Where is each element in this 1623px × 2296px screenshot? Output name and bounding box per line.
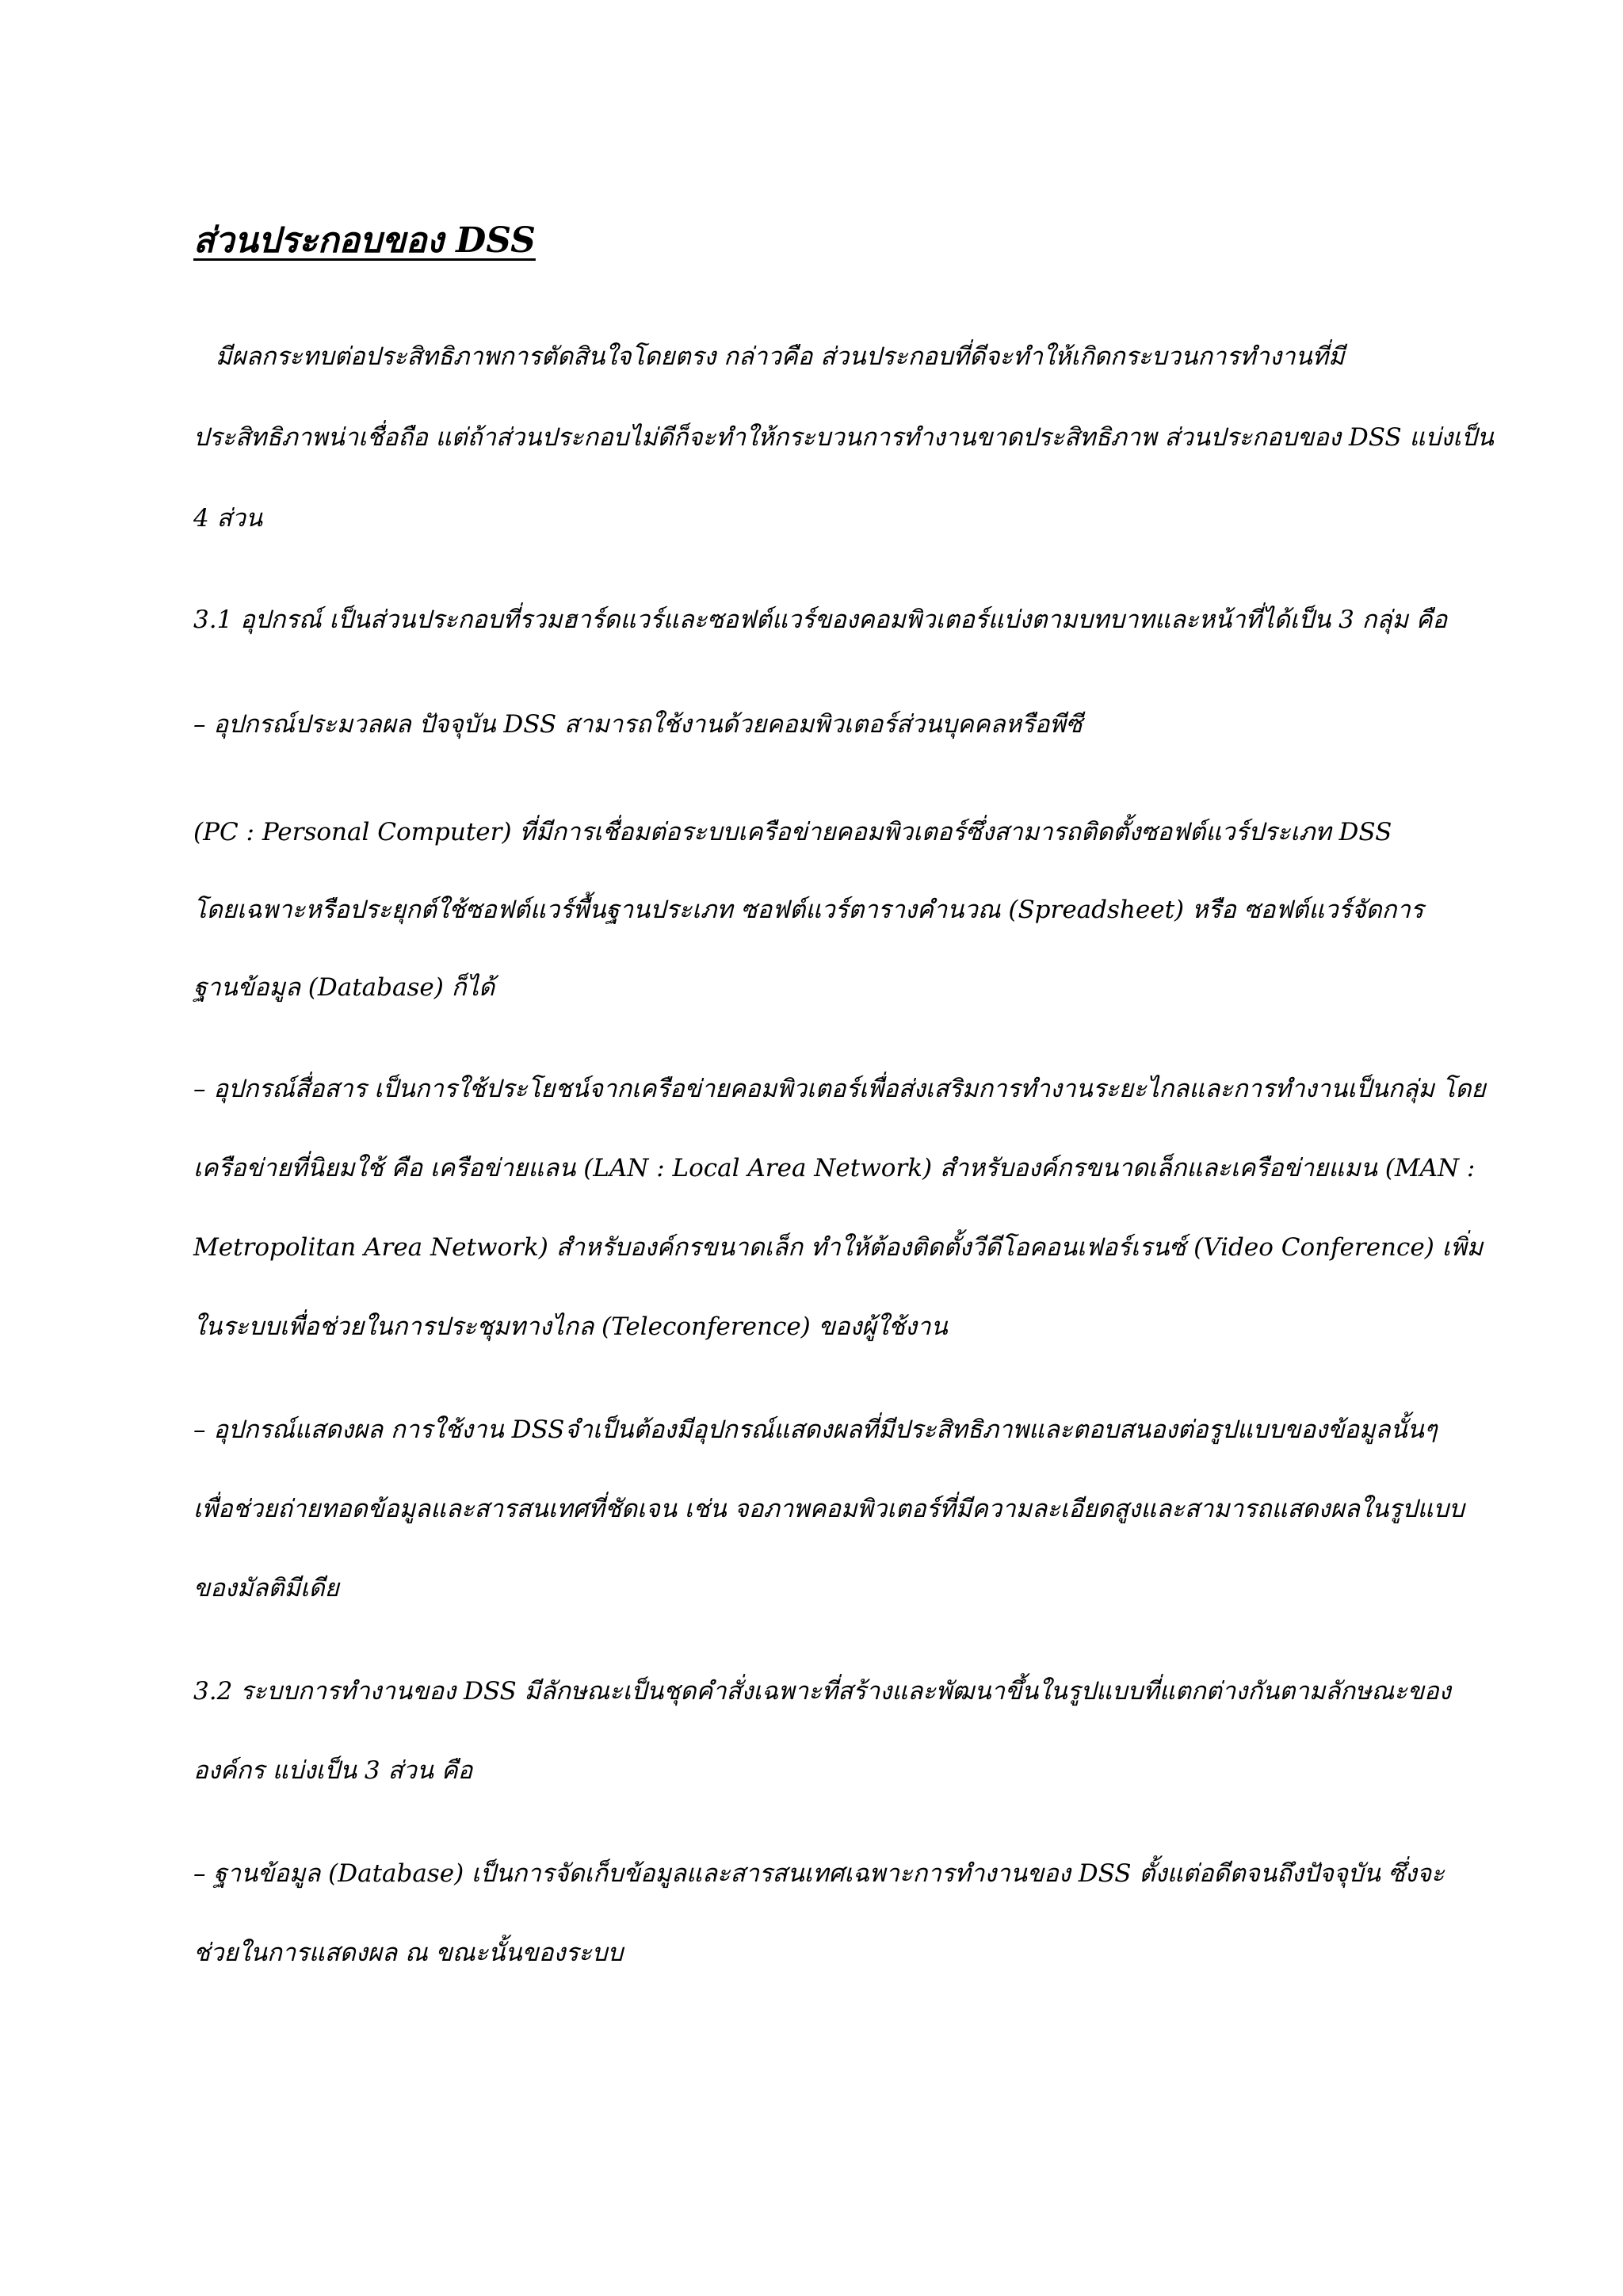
paragraph-line: ช่วยในการแสดงผล ณ ขณะนั้นของระบบ bbox=[193, 1939, 624, 1967]
paragraph-line: 3.1 อุปกรณ์ เป็นส่วนประกอบที่รวมฮาร์ดแวร์และซอฟต์แวร์ของคอมพิวเตอร์แบ่งตามบทบาทและหน้าที่ได้เป็น 3 กลุ่ม คือ bbox=[193, 606, 1448, 634]
paragraph-line: องค์กร แบ่งเป็น 3 ส่วน คือ bbox=[193, 1756, 473, 1785]
paragraph-line: ฐานข้อมูล (Database) ก็ได้ bbox=[193, 973, 495, 1002]
paragraph-line: ประสิทธิภาพน่าเชื่อถือ แต่ถ้าส่วนประกอบไม่ดีก็จะทำให้กระบวนการทำงานขาดประสิทธิภาพ ส่วนประกอบของ DSS แบ่งเป็น bbox=[193, 423, 1494, 452]
paragraph-line: เพื่อช่วยถ่ายทอดข้อมูลและสารสนเทศที่ชัดเจน เช่น จอภาพคอมพิวเตอร์ที่มีความละเอียดสูงและสามารถแสดงผลในรูปแบบ bbox=[193, 1495, 1465, 1523]
paragraph-line: มีผลกระทบต่อประสิทธิภาพการตัดสินใจโดยตรง กล่าวคือ ส่วนประกอบที่ดีจะทำให้เกิดกระบวนการทำงานที่มี bbox=[216, 342, 1345, 371]
paragraph-line: – อุปกรณ์แสดงผล การใช้งาน DSSจำเป็นต้องมีอุปกรณ์แสดงผลที่มีประสิทธิภาพและตอบสนองต่อรูปแบบของข้อมูลนั้นๆ bbox=[193, 1415, 1438, 1444]
paragraph-line: 4 ส่วน bbox=[193, 504, 263, 533]
paragraph-line: ในระบบเพื่อช่วยในการประชุมทางไกล (Teleconference) ของผู้ใช้งาน bbox=[193, 1312, 948, 1341]
paragraph-line: เครือข่ายที่นิยมใช้ คือ เครือข่ายแลน (LAN : Local Area Network) สำหรับองค์กรขนาดเล็กและเครือข่ายแมน (MAN : bbox=[193, 1154, 1476, 1182]
paragraph-line: 3.2 ระบบการทำงานของ DSS มีลักษณะเป็นชุดคำสั่งเฉพาะที่สร้างและพัฒนาขึ้นในรูปแบบที่แตกต่างกันตามลักษณะของ bbox=[193, 1677, 1451, 1706]
paragraph-line: – ฐานข้อมูล (Database) เป็นการจัดเก็บข้อมูลและสารสนเทศเฉพาะการทำงานของ DSS ตั้งแต่อดีตจนถึงปัจจุบัน ซึ่งจะ bbox=[193, 1859, 1445, 1888]
section-title: ส่วนประกอบของ DSS bbox=[193, 220, 536, 261]
paragraph-line: โดยเฉพาะหรือประยุกต์ใช้ซอฟต์แวร์พื้นฐานประเภท ซอฟต์แวร์ตารางคำนวณ (Spreadsheet) หรือ ซอฟต์แวร์จัดการ bbox=[193, 896, 1424, 924]
paragraph-line: (PC : Personal Computer) ที่มีการเชื่อมต่อระบบเครือข่ายคอมพิวเตอร์ซึ่งสามารถติดตั้งซอฟต์แวร์ประเภท DSS bbox=[193, 818, 1392, 846]
paragraph-line: Metropolitan Area Network) สำหรับองค์กรขนาดเล็ก ทำให้ต้องติดตั้งวีดีโอคอนเฟอร์เรนซ์ (Video Conference) เพิ่ม bbox=[193, 1233, 1484, 1262]
paragraph-line: – อุปกรณ์สื่อสาร เป็นการใช้ประโยชน์จากเครือข่ายคอมพิวเตอร์เพื่อส่งเสริมการทำงานระยะไกลและการทำงานเป็นกลุ่ม โดย bbox=[193, 1075, 1486, 1103]
paragraph-line: ของมัลติมีเดีย bbox=[193, 1574, 339, 1603]
paragraph-line: – อุปกรณ์ประมวลผล ปัจจุบัน DSS สามารถใช้งานด้วยคอมพิวเตอร์ส่วนบุคคลหรือพีซี bbox=[193, 710, 1083, 739]
